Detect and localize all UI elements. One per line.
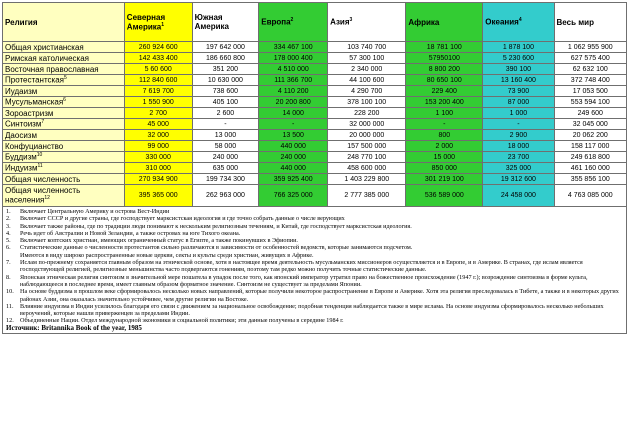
footnote-text: На основе буддизма в прошлом веке сформировалось несколько новых направлений, которые получили некоторое распространение в Европе и Америке. Хотя эта религия преследовалась в Тибете, а также и в некоторых других районах Азии, она оказалась значительно устойчивее, чем другие религии на Востоке. <box>20 288 619 303</box>
footnote-ref: 11 <box>37 163 43 170</box>
table-cell: 103 740 700 <box>328 42 406 53</box>
column-header <box>3 3 125 42</box>
table-cell: 5 60 600 <box>124 64 192 75</box>
table-cell: - <box>259 119 328 130</box>
table-cell: 390 100 <box>483 64 554 75</box>
column-header <box>483 3 554 42</box>
table-header-row <box>3 3 627 42</box>
table-cell: 249 600 <box>554 108 626 119</box>
footnote-number: 8. <box>6 273 11 281</box>
source-line: Источник: Britannika Book of the year, 1985 <box>6 323 142 332</box>
table-cell: 1 878 100 <box>483 42 554 53</box>
religion-label <box>3 75 125 86</box>
table-cell: - <box>192 119 259 130</box>
table-cell: 57950100 <box>406 53 483 64</box>
column-header-label: Религия <box>5 17 38 27</box>
column-header-label: Северная Америка <box>126 12 166 32</box>
religion-label <box>3 53 125 64</box>
footnote-number: 5. <box>6 237 11 245</box>
table-cell: 440 000 <box>259 141 328 152</box>
column-header-label: Африка <box>408 17 440 27</box>
table-cell: 355 856 100 <box>554 174 626 185</box>
footnote-number: 7. <box>6 259 11 267</box>
table-cell: 178 000 400 <box>259 53 328 64</box>
religion-name: Буддизм <box>5 152 37 162</box>
table-cell: 458 600 000 <box>328 163 406 174</box>
table-cell: 248 770 100 <box>328 152 406 163</box>
table-cell: 330 000 <box>124 152 192 163</box>
footnote-ref: 3 <box>349 17 353 24</box>
table-cell: 249 618 800 <box>554 152 626 163</box>
table-cell: 351 200 <box>192 64 259 75</box>
table-cell: 153 200 400 <box>406 97 483 108</box>
footnote <box>6 252 623 259</box>
table-cell: 395 365 000 <box>124 185 192 207</box>
religion-name: Мусульманская <box>5 97 64 107</box>
column-header-label: Европа <box>261 17 291 27</box>
table-cell: 738 600 <box>192 86 259 97</box>
table-cell: 80 650 100 <box>406 75 483 86</box>
table-cell: 199 734 300 <box>192 174 259 185</box>
table-cell: 229 400 <box>406 86 483 97</box>
table-cell: 1 550 900 <box>124 97 192 108</box>
footnote-number: 2. <box>6 215 11 223</box>
table-cell: 20 062 200 <box>554 130 626 141</box>
religion-name: Общая христианская <box>5 42 84 52</box>
religion-name: Даосизм <box>5 130 37 140</box>
religion-name: Конфуцианство <box>5 141 64 151</box>
table-cell: 766 325 000 <box>259 185 328 207</box>
table-row <box>3 163 627 174</box>
table-cell: 15 000 <box>406 152 483 163</box>
religion-statistics-table <box>2 2 627 207</box>
footnote-text: Включает Центральную Америку и острова Вест-Индии <box>20 208 170 215</box>
footnote <box>6 223 623 230</box>
footnote-ref: 6 <box>63 97 66 104</box>
footnote-ref: 1 <box>161 21 164 28</box>
table-cell: 359 925 400 <box>259 174 328 185</box>
footnote-text: Включает коптских христиан, имеющих ограниченный статус в Египте, а также покинувших в Эфиопии. <box>20 237 298 245</box>
table-row <box>3 53 627 64</box>
footnote-number: 12. <box>6 317 14 325</box>
religion-label <box>3 42 125 53</box>
religion-name: Восточная православная <box>5 64 99 74</box>
footnote-ref: 7 <box>41 119 45 126</box>
table-cell: 262 963 000 <box>192 185 259 207</box>
table-cell: 405 100 <box>192 97 259 108</box>
table-row <box>3 185 627 207</box>
religion-label <box>3 97 125 108</box>
table-cell: 186 660 800 <box>192 53 259 64</box>
religion-label <box>3 152 125 163</box>
column-header-label: Океания <box>485 17 519 27</box>
table-cell: 10 630 000 <box>192 75 259 86</box>
table-cell: 20 200 800 <box>259 97 328 108</box>
table-row <box>3 108 627 119</box>
table-cell: 240 000 <box>192 152 259 163</box>
footnote-text: Японская этническая религия синтоизм в значительной мере пошатела в упадок после того, как японский император утратил право на божественное происхождение (1947 г.); возрождение синтоизма в форме культа, наблюдающееся в последнее время, имеет главным образом форматное значение. Синтоизм не существует за пределами Японии. <box>20 273 588 288</box>
footnote-number: 1. <box>6 208 11 215</box>
table-row <box>3 86 627 97</box>
table-cell: - <box>483 119 554 130</box>
table-cell: 87 000 <box>483 97 554 108</box>
table-row <box>3 42 627 53</box>
table-cell: 32 045 000 <box>554 119 626 130</box>
religion-label <box>3 174 125 185</box>
table-cell: 20 000 000 <box>328 130 406 141</box>
table-cell: 99 000 <box>124 141 192 152</box>
table-cell: 536 589 000 <box>406 185 483 207</box>
table-cell: 13 000 <box>192 130 259 141</box>
table-cell: 14 000 <box>259 108 328 119</box>
table-cell: 32 000 000 <box>328 119 406 130</box>
table-cell: 4 110 200 <box>259 86 328 97</box>
footnote <box>6 230 623 237</box>
table-row <box>3 64 627 75</box>
footnote <box>6 288 623 303</box>
table-cell: 270 934 900 <box>124 174 192 185</box>
table-body <box>3 42 627 207</box>
table-cell: 627 575 400 <box>554 53 626 64</box>
table-cell: 325 000 <box>483 163 554 174</box>
table-cell: 32 000 <box>124 130 192 141</box>
table-cell: 112 840 600 <box>124 75 192 86</box>
table-cell: 850 000 <box>406 163 483 174</box>
table-cell: 2 900 <box>483 130 554 141</box>
footnote-number: 3. <box>6 222 11 230</box>
religion-table-sheet <box>2 2 627 334</box>
column-header <box>328 3 406 42</box>
table-cell: 378 100 100 <box>328 97 406 108</box>
religion-label <box>3 130 125 141</box>
religion-name: Протестантская <box>5 75 64 85</box>
footnote-ref: 5 <box>63 75 67 82</box>
footnote-text: Статистические данные о численности протестантов сильно различаются в зависимости от особенностей ведомств, которые занимаются подсчетом. <box>20 244 413 252</box>
table-cell: 13 500 <box>259 130 328 141</box>
footnote <box>6 259 623 274</box>
religion-name: Общая численность населения <box>5 186 81 205</box>
footnote-ref: 2 <box>290 17 294 24</box>
table-cell: 310 000 <box>124 163 192 174</box>
religion-label <box>3 86 125 97</box>
religion-label <box>3 64 125 75</box>
footnote <box>6 237 623 244</box>
table-cell: 4 290 700 <box>328 86 406 97</box>
table-cell: 57 300 100 <box>328 53 406 64</box>
table-cell: 5 230 600 <box>483 53 554 64</box>
table-cell: 635 000 <box>192 163 259 174</box>
footnote <box>6 244 623 251</box>
table-cell: 2 340 000 <box>328 64 406 75</box>
table-row <box>3 152 627 163</box>
table-cell: 260 924 600 <box>124 42 192 53</box>
religion-label <box>3 163 125 174</box>
footnote-number: 10. <box>6 288 14 296</box>
footnote-number: 11. <box>6 302 14 310</box>
table-row <box>3 97 627 108</box>
table-cell: 8 800 200 <box>406 64 483 75</box>
table-cell: 228 200 <box>328 108 406 119</box>
table-cell: 111 366 700 <box>259 75 328 86</box>
table-cell: 301 219 100 <box>406 174 483 185</box>
table-cell: 197 642 000 <box>192 42 259 53</box>
table-cell: 18 781 100 <box>406 42 483 53</box>
footnote-text: Включает также районы, где по традиции люди понимают к нескольким религиозным течениям, и Китай, где господствует марксистская идеология. <box>20 222 412 230</box>
table-cell: 2 000 <box>406 141 483 152</box>
footnote-text: Влияние индуизма в Индии усилилось благодаря его связи с движением за национальное освобождение; подобная тенденция наблюдается также в мире ислама. На основе индуизма сформировалось несколько небольших вероучений, которые нашли приверженцев за пределами Индии. <box>20 302 604 318</box>
footnote-ref: 10 <box>36 152 43 159</box>
table-cell: 142 433 400 <box>124 53 192 64</box>
religion-label <box>3 185 125 207</box>
table-cell: 157 500 000 <box>328 141 406 152</box>
footnotes <box>2 207 627 334</box>
table-cell: 73 900 <box>483 86 554 97</box>
table-cell: 1 403 229 800 <box>328 174 406 185</box>
column-header-label: Южная Америка <box>194 13 229 31</box>
table-cell: 553 594 100 <box>554 97 626 108</box>
footnote <box>6 274 623 289</box>
table-cell: 461 160 000 <box>554 163 626 174</box>
table-cell: 2 700 <box>124 108 192 119</box>
table-cell: 18 000 <box>483 141 554 152</box>
religion-label <box>3 119 125 130</box>
footnote-number: 4. <box>6 229 11 237</box>
table-cell: 372 748 400 <box>554 75 626 86</box>
religion-name: Индуизм <box>5 163 38 173</box>
table-row <box>3 130 627 141</box>
table-cell: 240 000 <box>259 152 328 163</box>
column-header <box>192 3 259 42</box>
religion-label <box>3 141 125 152</box>
table-cell: 1 000 <box>483 108 554 119</box>
footnote-text: Речь идет об Австралии и Новой Зеландии, а также островах на юге Тихого океана. <box>20 229 241 237</box>
religion-name: Синтоизм <box>5 119 42 129</box>
footnote-ref: 12 <box>44 195 50 202</box>
religion-name: Общая численность <box>5 174 81 184</box>
table-row <box>3 174 627 185</box>
table-cell: 2 777 385 000 <box>328 185 406 207</box>
table-cell: 19 312 600 <box>483 174 554 185</box>
column-header <box>406 3 483 42</box>
religion-name: Иудаизм <box>5 86 38 96</box>
table-cell: 7 619 700 <box>124 86 192 97</box>
footnote <box>6 215 623 222</box>
table-cell: 58 000 <box>192 141 259 152</box>
table-row <box>3 119 627 130</box>
table-cell: 44 100 600 <box>328 75 406 86</box>
table-cell: 45 000 <box>124 119 192 130</box>
table-cell: 2 600 <box>192 108 259 119</box>
religion-label <box>3 108 125 119</box>
footnote-text: Объединенные Нации. Отдел международной экономики и социальной политики; эти данные получены в середине 1984 г. <box>20 317 344 325</box>
column-header-label: Азия <box>330 17 350 27</box>
footnote-ref: 4 <box>518 17 522 24</box>
column-header-label: Весь мир <box>556 17 594 27</box>
footnote-text: Имеются в виду широко распространенные новые церкви, секты и культы среди христиан, живущих в Африке. <box>20 251 314 259</box>
table-cell: 440 000 <box>259 163 328 174</box>
religion-name: Римская католическая <box>5 53 89 63</box>
table-cell: 62 632 100 <box>554 64 626 75</box>
footnote <box>6 303 623 318</box>
table-cell: 13 160 400 <box>483 75 554 86</box>
table-cell: 23 700 <box>483 152 554 163</box>
table-cell: 4 510 000 <box>259 64 328 75</box>
column-header <box>124 3 192 42</box>
religion-name: Зороастризм <box>5 108 54 118</box>
table-cell: 17 053 500 <box>554 86 626 97</box>
table-cell: 1 100 <box>406 108 483 119</box>
table-cell: 4 763 085 000 <box>554 185 626 207</box>
footnote-number <box>6 252 20 259</box>
table-cell: - <box>406 119 483 130</box>
table-cell: 24 458 000 <box>483 185 554 207</box>
table-cell: 1 062 955 900 <box>554 42 626 53</box>
column-header <box>554 3 626 42</box>
column-header <box>259 3 328 42</box>
footnote <box>6 208 623 215</box>
footnote-text: Включает СССР и другие страны, где господствует марксистская идеология и где точно собрать данные о числе верующих <box>20 215 345 223</box>
footnotes-list <box>6 208 623 325</box>
table-row <box>3 141 627 152</box>
footnote-text: Ислам по-прежнему сохраняется главным образом на этнической основе, хотя в настоящее время деятельность мусульманских миссионеров осуществляется и в Европе, и в Америке. В странах, где ислам является господствующей религией, религиозные меньшинства часто подвергаются гонениям, поэтому там редко можно получить точные статистические данные. <box>20 259 583 274</box>
table-cell: 158 117 000 <box>554 141 626 152</box>
table-cell: 334 467 100 <box>259 42 328 53</box>
footnote-number: 6. <box>6 244 11 252</box>
table-cell: 800 <box>406 130 483 141</box>
table-row <box>3 75 627 86</box>
